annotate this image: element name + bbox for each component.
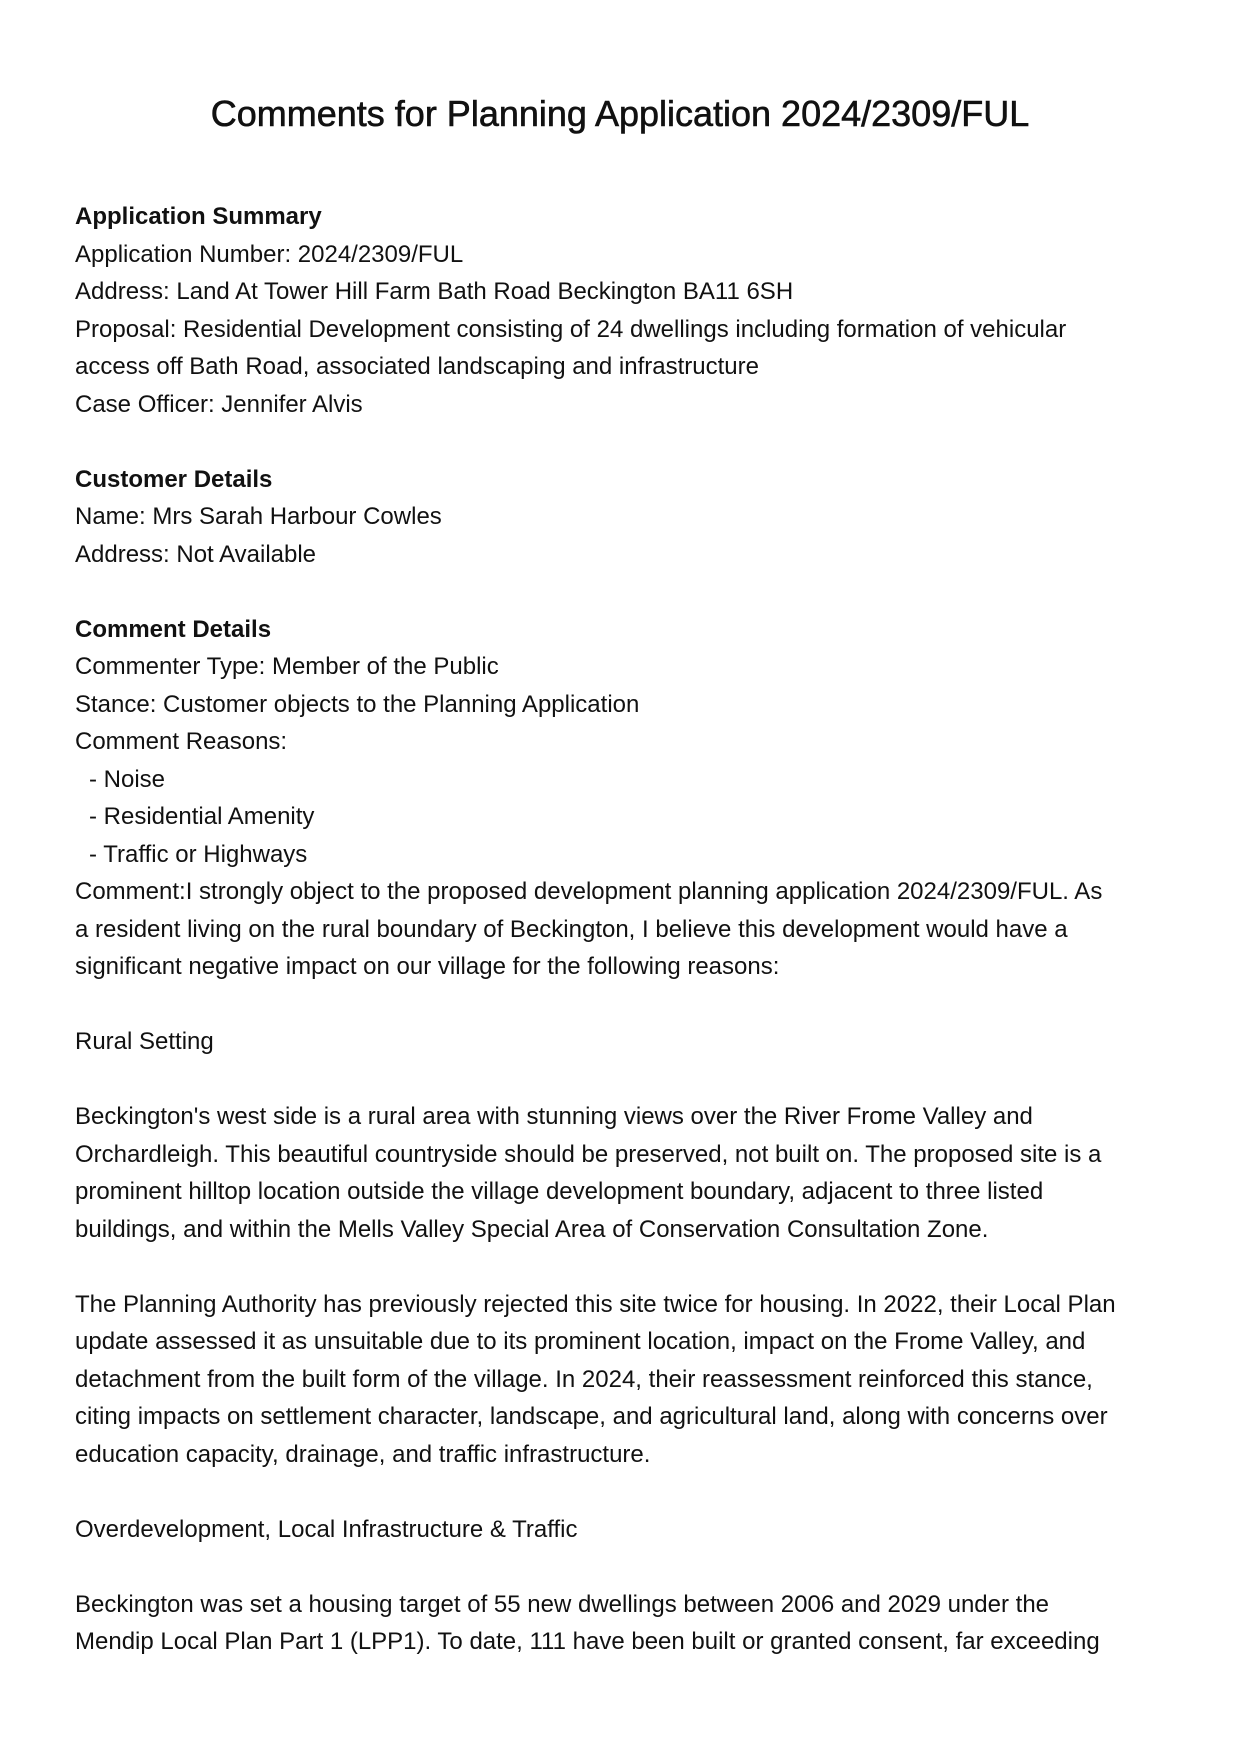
proposal-line-2: access off Bath Road, associated landscaping and infrastructure <box>75 353 759 380</box>
comment-line: a resident living on the rural boundary of Beckington, I believe this development would have a <box>75 915 1068 943</box>
comment-line: Comment:I strongly object to the proposed development planning application 2024/2309/FUL. As <box>75 878 1103 905</box>
application-number: Application Number: 2024/2309/FUL <box>75 240 464 268</box>
document-body <box>75 198 1175 1661</box>
rural-paragraph-1-line: prominent hilltop location outside the village development boundary, adjacent to three listed <box>75 1178 1044 1205</box>
rural-paragraph-2-line: education capacity, drainage, and traffic infrastructure. <box>75 1440 651 1468</box>
rural-paragraph-1-line: Orchardleigh. This beautiful countryside should be preserved, not built on. The proposed site is a <box>75 1140 1102 1168</box>
comment-reasons-label: Comment Reasons: <box>75 728 288 755</box>
stance: Stance: Customer objects to the Planning Application <box>75 690 640 718</box>
proposal-line-1: Proposal: Residential Development consisting of 24 dwellings including formation of vehicular <box>75 315 1067 343</box>
customer-details-heading: Customer Details <box>75 465 273 493</box>
application-summary-heading: Application Summary <box>75 203 322 230</box>
application-address: Address: Land At Tower Hill Farm Bath Road Beckington BA11 6SH <box>75 278 794 305</box>
page-title: Comments for Planning Application 2024/2309/FUL <box>210 93 1030 134</box>
rural-paragraph-1-line: Beckington's west side is a rural area with stunning views over the River Frome Valley and <box>75 1103 1033 1130</box>
rural-paragraph-2-line: The Planning Authority has previously rejected this site twice for housing. In 2022, their Local Plan <box>75 1290 1116 1318</box>
commenter-type: Commenter Type: Member of the Public <box>75 653 499 680</box>
customer-name: Name: Mrs Sarah Harbour Cowles <box>75 503 442 530</box>
comment-reason-item: - Traffic or Highways <box>89 840 308 868</box>
rural-paragraph-2-line: update assessed it as unsuitable due to its prominent location, impact on the Frome Valley, and <box>75 1328 1086 1355</box>
comment-reason-item: - Noise <box>89 765 166 793</box>
rural-paragraph-2-line: citing impacts on settlement character, landscape, and agricultural land, along with concerns over <box>75 1403 1108 1430</box>
overdevelopment-paragraph-line: Beckington was set a housing target of 55 new dwellings between 2006 and 2029 under the <box>75 1590 1050 1618</box>
rural-setting-heading: Rural Setting <box>75 1028 214 1055</box>
comment-details-heading: Comment Details <box>75 615 272 643</box>
rural-paragraph-1-line: buildings, and within the Mells Valley Special Area of Conservation Consultation Zone. <box>75 1215 989 1243</box>
comment-reason-item: - Residential Amenity <box>89 803 315 830</box>
case-officer: Case Officer: Jennifer Alvis <box>75 390 363 418</box>
rural-paragraph-2-line: detachment from the built form of the village. In 2024, their reassessment reinforced this stance, <box>75 1365 1093 1393</box>
overdevelopment-paragraph-line: Mendip Local Plan Part 1 (LPP1). To date, 111 have been built or granted consent, far exceeding <box>75 1628 1100 1655</box>
overdevelopment-heading: Overdevelopment, Local Infrastructure & Traffic <box>75 1515 578 1543</box>
customer-address: Address: Not Available <box>75 540 317 568</box>
comment-line: significant negative impact on our village for the following reasons: <box>75 953 780 980</box>
